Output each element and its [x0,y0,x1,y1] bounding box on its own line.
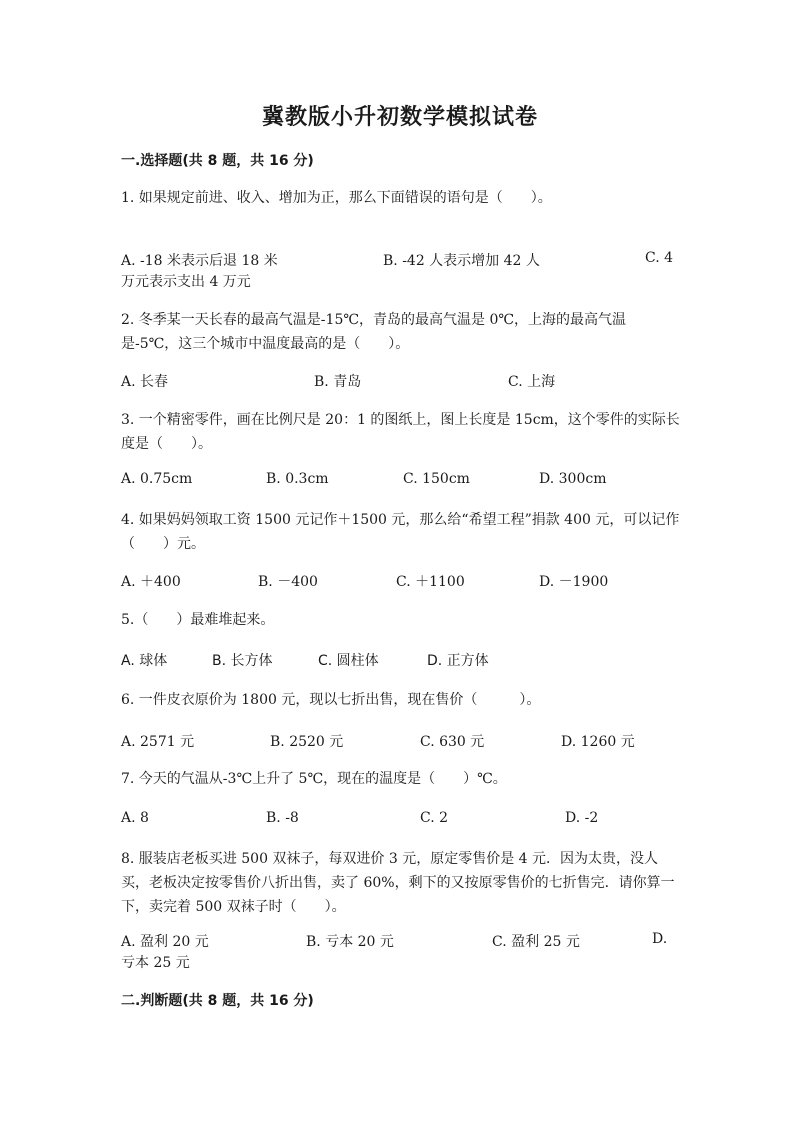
question-4-option-a: A. ＋400 [121,574,181,590]
question-7-stem: 7. 今天的气温从-3℃上升了 5℃，现在的温度是（ ）℃。 [121,771,507,787]
question-2-option-a: A. 长春 [121,374,169,390]
question-6-option-b: B. 2520 元 [270,734,344,750]
question-3-stem: 3. 一个精密零件，画在比例尺是 20：1 的图纸上，图上长度是 15cm，这个零件的实际长度是（ ）。 [121,412,680,452]
question-4-option-b: B. －400 [258,574,318,590]
question-5-option-d: D. 正方体 [427,653,489,669]
question-7-option-d: D. -2 [565,810,599,826]
question-8-option-a: A. 盈利 20 元 [121,934,209,950]
question-5-option-c: C. 圆柱体 [318,653,379,669]
question-4-option-c: C. ＋1100 [396,574,465,590]
question-8-option-d-wrap: 亏本 25 元 [121,955,190,971]
question-3-option-d: D. 300cm [539,471,607,487]
section-heading-true-false: 二.判断题(共 8 题，共 16 分) [121,993,314,1009]
question-7-option-a: A. 8 [121,810,149,826]
question-1-stem: 1. 如果规定前进、收入、增加为正，那么下面错误的语句是（ ）。 [121,190,552,206]
question-8-option-b: B. 亏本 20 元 [306,934,394,950]
question-6-option-d: D. 1260 元 [561,734,635,750]
question-3-option-a: A. 0.75cm [121,471,193,487]
question-3-option-c: C. 150cm [403,471,470,487]
question-5-stem: 5.（ ）最难堆起来。 [121,612,275,628]
question-1-option-c: C. 4 [645,250,674,266]
question-6-option-c: C. 630 元 [420,734,485,750]
question-7-option-c: C. 2 [420,810,449,826]
question-2-stem: 2. 冬季某一天长春的最高气温是-15℃，青岛的最高气温是 0℃，上海的最高气温是-5℃，这三个城市中温度最高的是（ ）。 [121,312,627,352]
question-8-stem: 8. 服装店老板买进 500 双袜子，每双进价 3 元，原定零售价是 4 元．因为太贵，没人买，老板决定按零售价八折出售，卖了 60%，剩下的又按原零售价的七折售完．请你算一下，卖完着 500 双袜子时（ ）。 [121,851,675,915]
question-1-option-c-wrap: 万元表示支出 4 万元 [121,274,251,290]
question-7-option-b: B. -8 [266,810,299,826]
question-2-option-c: C. 上海 [508,374,556,390]
question-8-option-c: C. 盈利 25 元 [492,934,580,950]
question-8-option-d: D. [652,931,668,947]
question-5-option-b: B. 长方体 [212,653,273,669]
exam-title: 冀教版小升初数学模拟试卷 [261,104,538,130]
question-5-option-a: A. 球体 [121,653,168,669]
question-2-option-b: B. 青岛 [314,374,362,390]
section-heading-multiple-choice: 一.选择题(共 8 题，共 16 分) [121,153,314,169]
question-4-option-d: D. －1900 [539,574,609,590]
question-3-option-b: B. 0.3cm [266,471,329,487]
question-6-stem: 6. 一件皮衣原价为 1800 元，现以七折出售，现在售价（ ）。 [121,692,541,708]
question-4-stem: 4. 如果妈妈领取工资 1500 元记作＋1500 元，那么给“希望工程”捐款 400 元，可以记作（ ）元。 [121,512,680,552]
question-6-option-a: A. 2571 元 [121,734,195,750]
question-1-option-a: A. -18 米表示后退 18 米 [121,253,278,269]
question-1-option-b: B. -42 人表示增加 42 人 [383,253,540,269]
